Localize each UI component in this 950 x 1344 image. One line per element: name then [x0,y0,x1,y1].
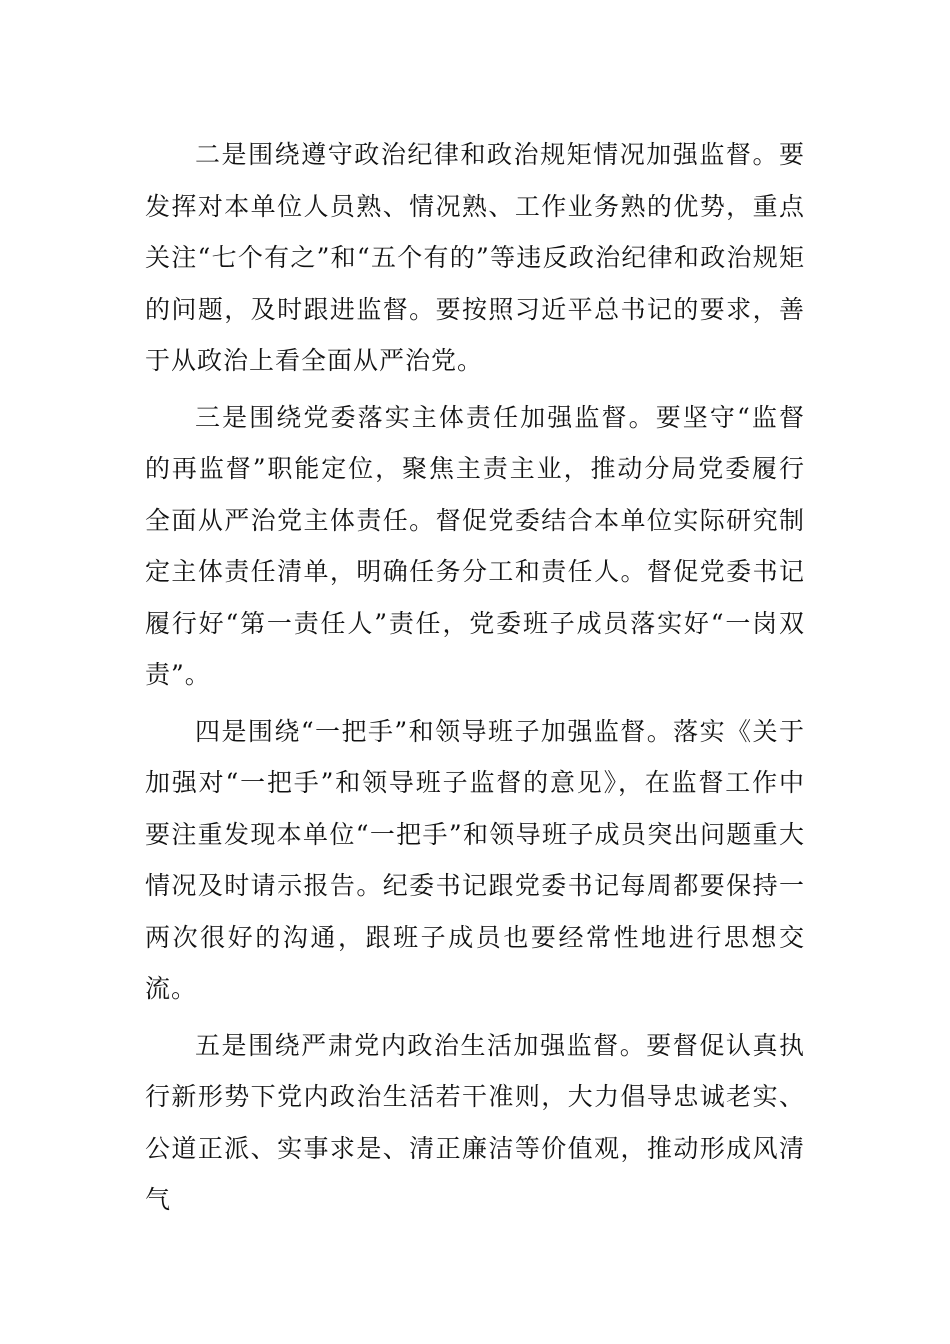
paragraph-supervision-party-committee-responsibility: 三是围绕党委落实主体责任加强监督。要坚守“监督的再监督”职能定位，聚焦主责主业，推动分局党委履行全面从严治党主体责任。督促党委结合本单位实际研究制定主体责任清单，明确任务分工和责任人。督促党委书记履行好“第一责任人”责任，党委班子成员落实好“一岗双责”。 [145,402,805,689]
paragraph-supervision-top-leaders: 四是围绕“一把手”和领导班子加强监督。落实《关于加强对“一把手”和领导班子监督的意见》，在监督工作中要注重发现本单位“一把手”和领导班子成员突出问题重大情况及时请示报告。纪委书记跟党委书记每周都要保持一两次很好的沟通，跟班子成员也要经常性地进行思想交流。 [145,716,805,1003]
document-body [145,129,805,1231]
paragraph-supervision-political-discipline: 二是围绕遵守政治纪律和政治规矩情况加强监督。要发挥对本单位人员熟、情况熟、工作业务熟的优势，重点关注“七个有之”和“五个有的”等违反政治纪律和政治规矩的问题，及时跟进监督。要按照习近平总书记的要求，善于从政治上看全面从严治党。 [145,140,805,375]
paragraph-supervision-political-life: 五是围绕严肃党内政治生活加强监督。要督促认真执行新形势下党内政治生活若干准则，大力倡导忠诚老实、公道正派、实事求是、清正廉洁等价值观，推动形成风清气 [145,1030,805,1214]
